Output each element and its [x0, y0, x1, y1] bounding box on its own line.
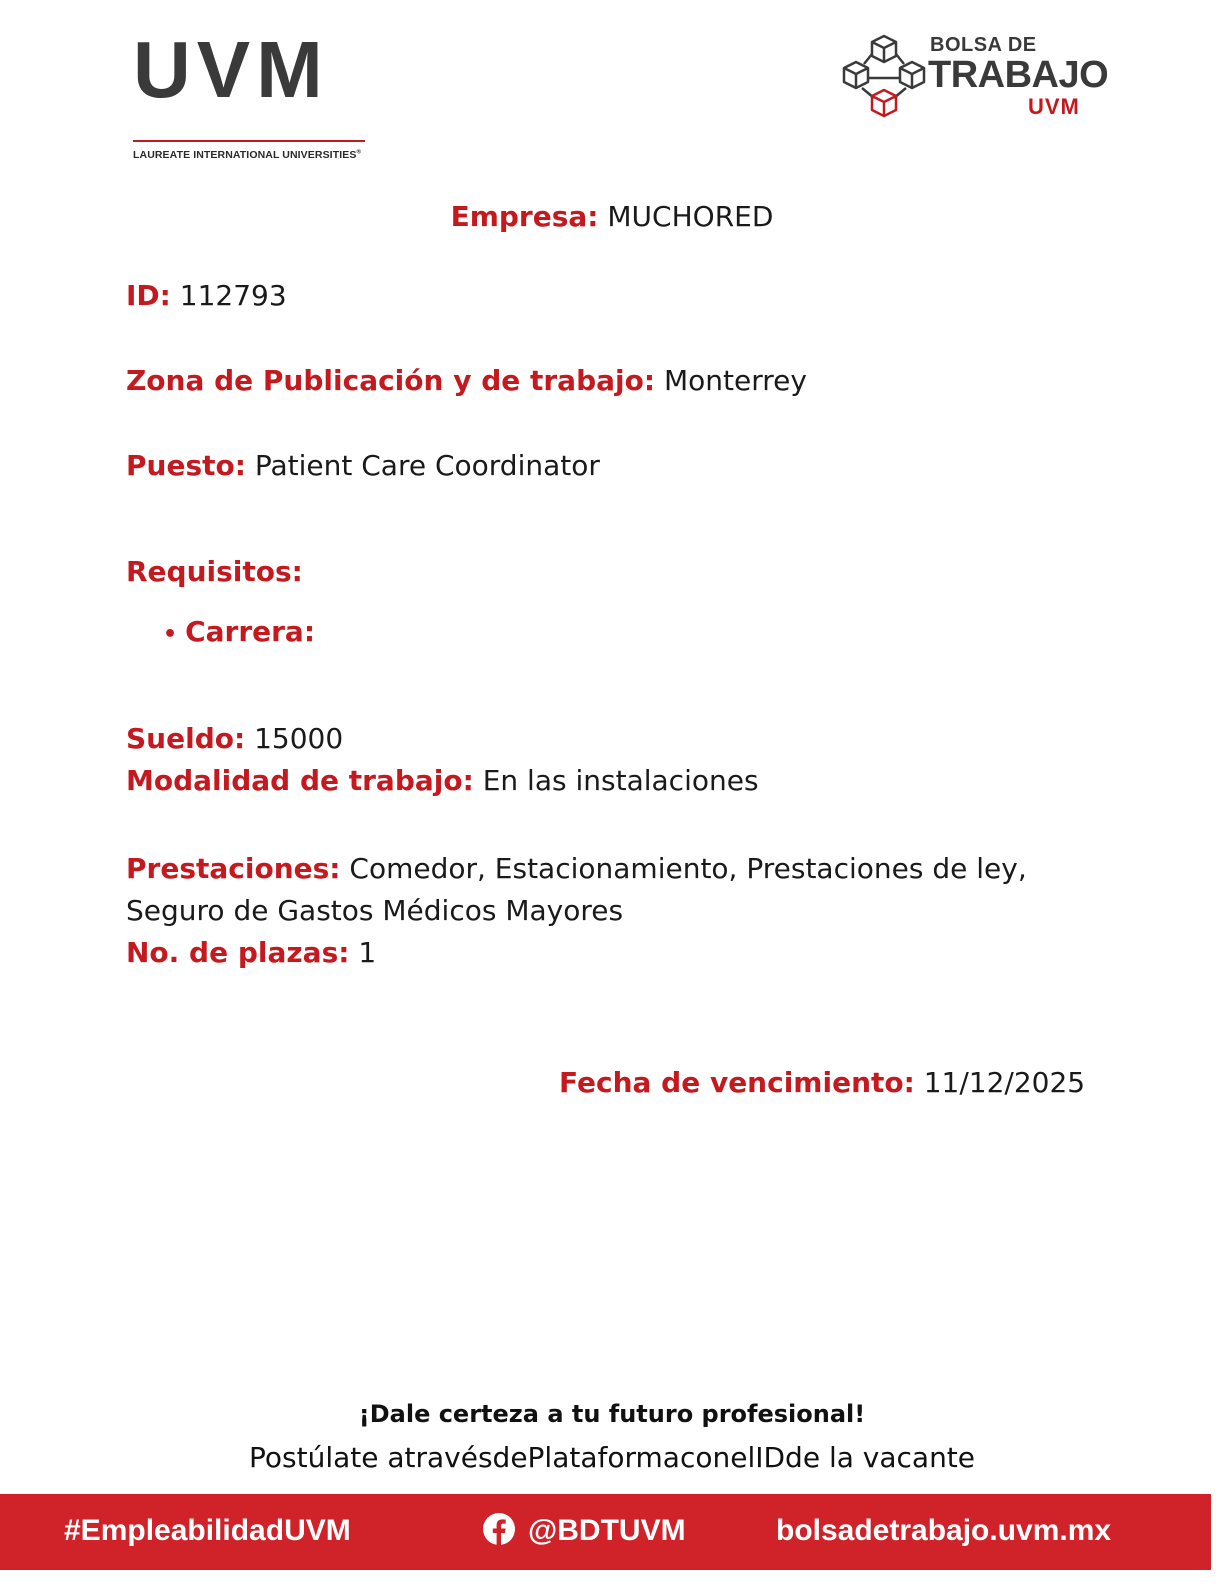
bullet-icon: •	[163, 622, 178, 647]
bolsa-logo-line2: TRABAJO	[928, 54, 1109, 96]
fecha-value: 11/12/2025	[923, 1066, 1086, 1099]
uvm-logo-subtitle: LAUREATE INTERNATIONAL UNIVERSITIES®	[133, 149, 361, 161]
plazas-field	[126, 932, 376, 974]
network-cubes-icon	[842, 32, 926, 120]
bolsa-de-trabajo-logo	[842, 32, 1109, 122]
puesto-field	[126, 445, 600, 487]
sueldo-value: 15000	[254, 722, 344, 755]
plazas-value: 1	[358, 936, 377, 969]
puesto-label: Puesto:	[126, 449, 246, 482]
carrera-label: Carrera:	[185, 615, 316, 648]
id-field	[126, 275, 287, 317]
zona-value: Monterrey	[663, 364, 807, 397]
prestaciones-label: Prestaciones:	[126, 852, 341, 885]
uvm-logo-rule	[133, 140, 365, 142]
puesto-value: Patient Care Coordinator	[254, 449, 600, 482]
sueldo-label: Sueldo:	[126, 722, 246, 755]
modalidad-label: Modalidad de trabajo:	[126, 764, 474, 797]
modalidad-field	[126, 760, 759, 802]
uvm-logo	[133, 25, 365, 161]
apply-instruction: Postúlate atravésdePlataformaconelIDde la vacante	[248, 1441, 976, 1474]
prestaciones-field	[126, 848, 1056, 932]
uvm-logo-word: UVM	[133, 25, 329, 114]
sueldo-field	[126, 718, 343, 760]
footer-website-link[interactable]: bolsadetrabajo.uvm.mx	[776, 1514, 1112, 1547]
zona-label: Zona de Publicación y de trabajo:	[126, 364, 656, 397]
footer-hashtag: #EmpleabilidadUVM	[64, 1514, 351, 1547]
empresa-label: Empresa:	[450, 200, 599, 233]
id-label: ID:	[126, 279, 171, 312]
bolsa-logo-line3: UVM	[1028, 94, 1080, 119]
slogan: ¡Dale certeza a tu futuro profesional!	[358, 1400, 866, 1428]
modalidad-value: En las instalaciones	[482, 764, 759, 797]
prestaciones-value: Comedor, Estacionamiento, Prestaciones de ley, Seguro de Gastos Médicos Mayores	[126, 852, 1027, 927]
requisitos-label: Requisitos:	[126, 555, 303, 588]
zona-field	[126, 360, 807, 402]
facebook-icon	[482, 1512, 516, 1546]
footer-bar	[0, 1494, 1211, 1570]
footer-social-handle[interactable]: @BDTUVM	[528, 1514, 686, 1547]
empresa-value: MUCHORED	[607, 200, 774, 233]
requisitos-heading	[126, 551, 303, 593]
fecha-vencimiento-field	[559, 1062, 1085, 1104]
fecha-label: Fecha de vencimiento:	[559, 1066, 915, 1099]
bolsa-logo-line1: BOLSA DE	[930, 34, 1037, 56]
carrera-list-item	[163, 611, 315, 656]
plazas-label: No. de plazas:	[126, 936, 350, 969]
empresa-field	[0, 196, 1224, 238]
id-value: 112793	[179, 279, 287, 312]
